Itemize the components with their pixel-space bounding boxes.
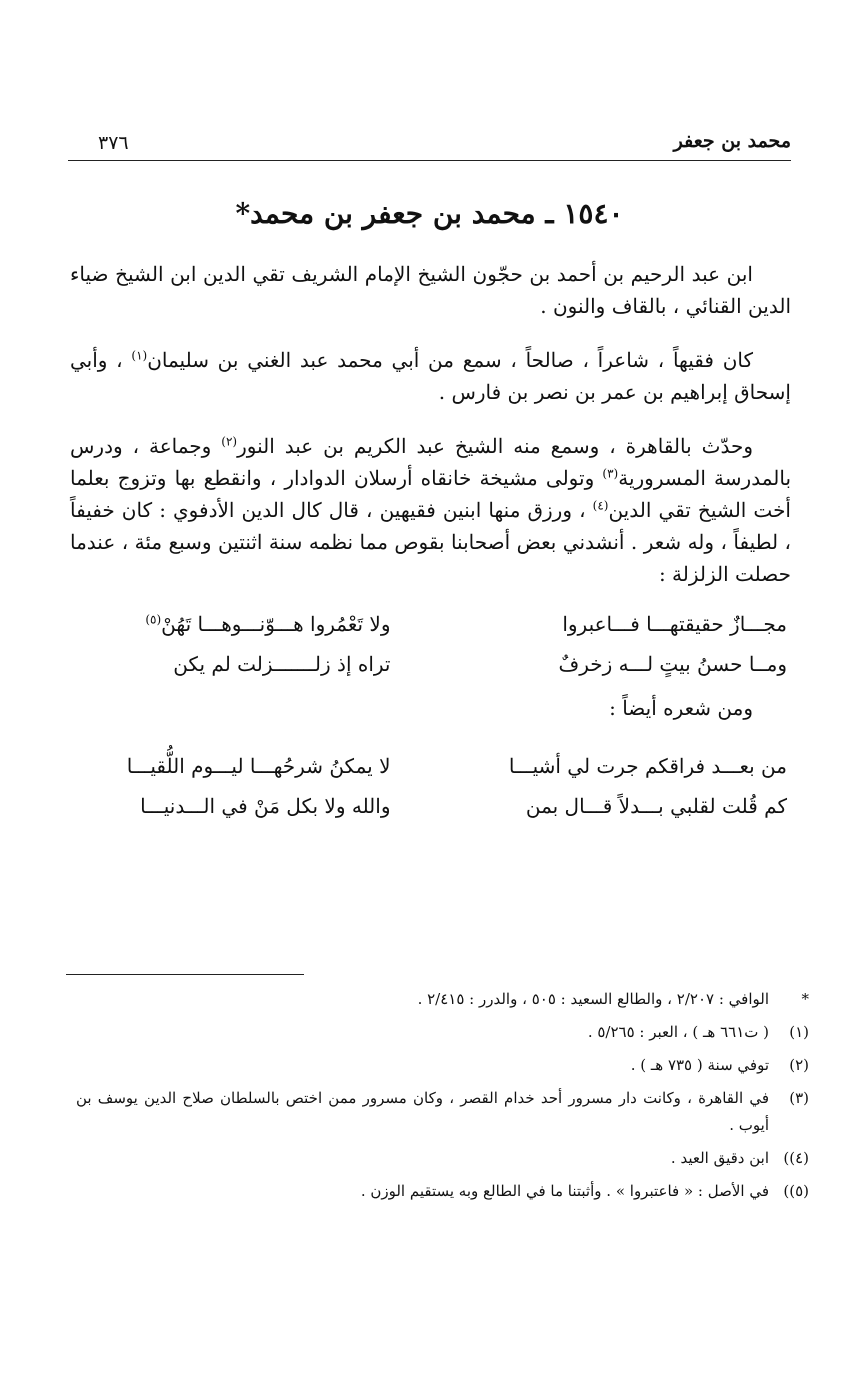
running-title: محمد بن جعفر [673,130,791,152]
footnote [76,1178,809,1205]
paragraph-text: ، ورزق منها ابنين فقيهين ، قال كال الدين الأدفوي : كان خفيفاً ، لطيفاً ، وله شعر . أنشدني بعض أصحابنا بقوص مما نظمه سنة اثنتين وسبع مئة ، عندما حصلت الزلزلة : [70,498,791,586]
footnote-mark: (٢) [789,1056,809,1074]
footnote [76,1145,809,1172]
footnote-ref[interactable]: (٣) [602,466,619,481]
footnote [76,1085,809,1139]
page-number: ٣٧٦ [98,132,129,154]
paragraph-description [70,344,791,408]
poem-intro: ومن شعره أيضاً : [609,696,753,720]
verse-first-hemistich: من بعـــد فراقكم جرت لي أشيـــا [508,754,787,778]
verse-line [70,604,791,644]
footnote-text: ابن دقيق العيد . [670,1149,769,1167]
footnote-text: في القاهرة ، وكانت دار مسرور أحد خدام القصر ، وكان مسرور ممن اختص بالسلطان صلاح الدين يوسف بن أيوب . [76,1089,769,1134]
paragraph-text: كان فقيهاً ، شاعراً ، صالحاً ، سمع من أبي محمد عبد الغني بن سليمان [147,348,754,372]
footnote-ref[interactable]: (٤) [592,498,609,513]
verse-second-hemistich: لا يمكنُ شرحُهـــا ليـــوم اللُّقيـــا [126,754,391,778]
verse-second-hemistich [70,604,431,644]
footnote-text: ( ت٦٦١ هـ ) ، العبر : ٥/٢٦٥ . [587,1023,769,1041]
footnote-ref[interactable]: (٢) [221,434,238,449]
footnote-mark: * [801,990,809,1008]
entry-title: ١٥٤٠ ـ محمد بن جعفر بن محمد* [235,197,624,230]
footnote-ref[interactable]: (٥) [145,612,162,627]
footnote-mark: (٣) [789,1089,809,1107]
paragraph-text: وجماعة ، ودرس بالمدرسة المسرورية [70,434,792,490]
footnote-mark: (٥)) [783,1182,809,1200]
poem-parting [70,746,791,826]
verse-first-hemistich: ومــا حسنُ بيتٍ لـــه زخرفٌ [558,652,787,676]
verse-first-hemistich: مجـــازٌ حقيقتهـــا فـــاعبروا [562,612,787,636]
paragraph-text: ، وأبي إسحاق إبراهيم بن عمر بن نصر بن فارس . [70,348,791,404]
footnote-mark: (١) [789,1023,809,1041]
paragraph-lineage: ابن عبد الرحيم بن أحمد بن حجّون الشيخ الإمام الشريف تقي الدين ابن الشيخ ضياء الدين القنائي ، بالقاف والنون . [70,262,791,318]
entry-body [70,258,791,834]
footnote-text: الوافي : ٢/٢٠٧ ، والطالع السعيد : ٥٠٥ ، والدرر : ٢/٤١٥ . [417,990,769,1008]
footnote-text: في الأصل : « فاعتبروا » . وأثبتنا ما في الطالع وبه يستقيم الوزن . [360,1182,769,1200]
footnote-ref[interactable]: (١) [131,348,148,363]
footnote-divider [66,974,304,975]
verse-line [70,786,791,826]
footnote [76,1052,809,1079]
verse-first-hemistich: كم قُلت لقلبي بـــدلاً قـــال بمن [525,794,787,818]
footnote-mark: (٤)) [783,1149,809,1167]
paragraph-text: وحدّث بالقاهرة ، وسمع منه الشيخ عبد الكريم بن عبد النور [237,434,753,458]
footnote [76,1019,809,1046]
verse-text: ولا تَعْمُروا هـــوّنـــوهـــا تَهُنْ [161,612,391,636]
verse-second-hemistich: تراه إذ زلـــــــزلت لم يكن [173,652,391,676]
footnote [76,986,809,1013]
paragraph-text: وتولى مشيخة خانقاه أرسلان الدوادار ، وانقطع بها وتزوج بعلما أخت الشيخ تقي الدين [70,466,791,522]
paragraph-career [70,430,791,590]
footnotes [76,986,809,1211]
verse-second-hemistich: والله ولا بكل مَنْ في الـــدنيـــا [140,794,391,818]
footnote-text: توفي سنة ( ٧٣٥ هـ ) . [630,1056,769,1074]
verse-line [70,746,791,786]
running-head [68,130,791,161]
poem-earthquake [70,604,791,684]
verse-line [70,644,791,684]
